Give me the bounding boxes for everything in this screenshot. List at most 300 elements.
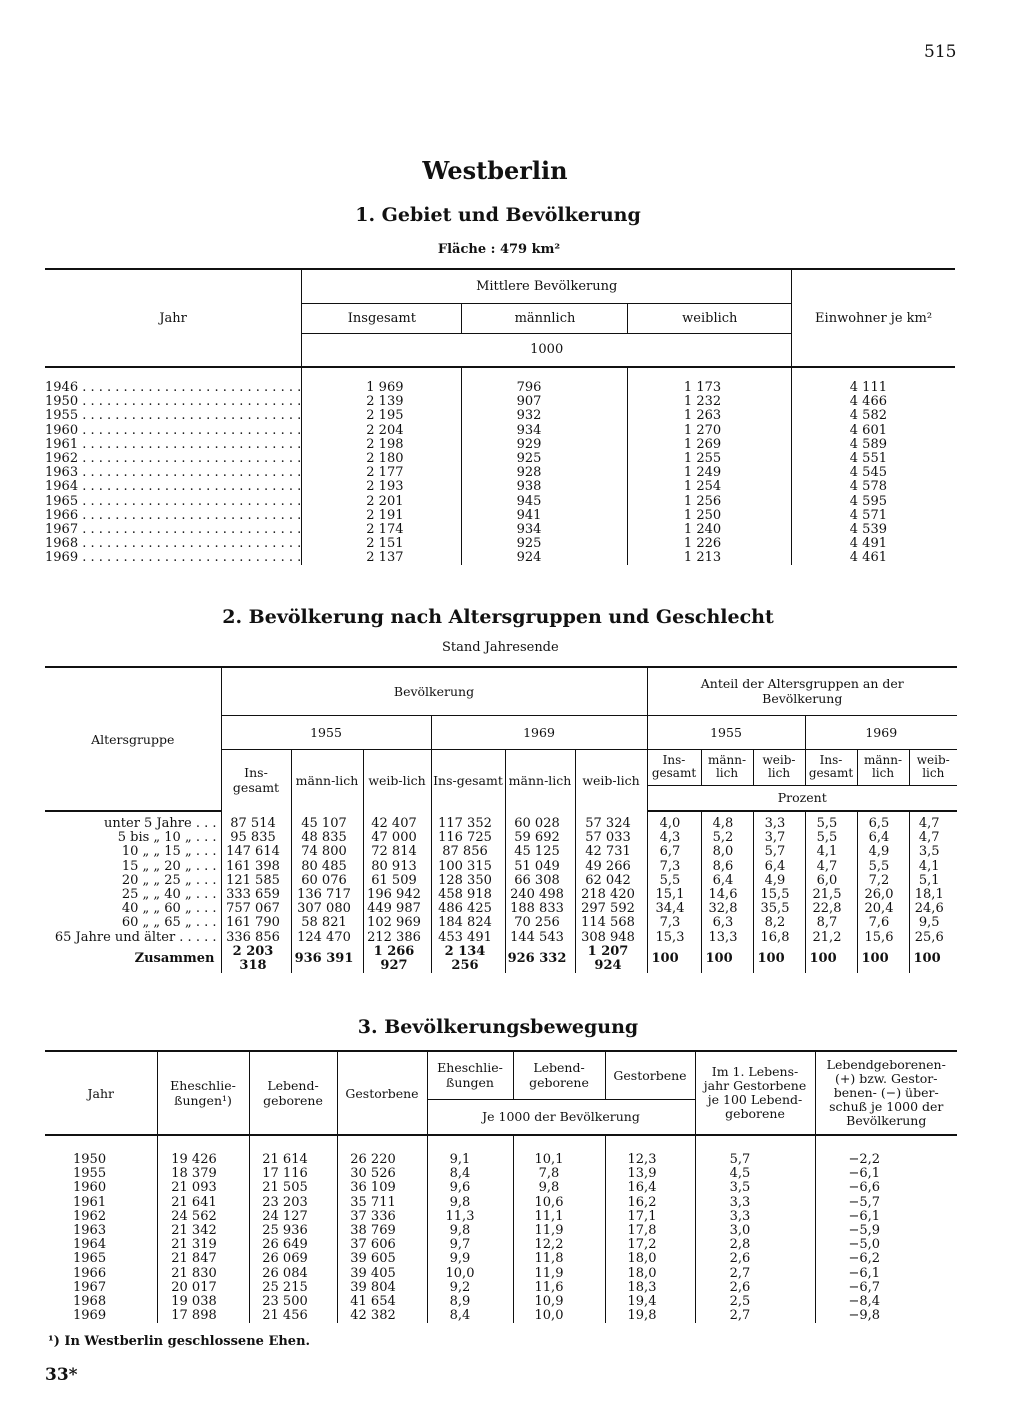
value-cell: 17,1 (605, 1210, 695, 1224)
value-cell: 87 856 (431, 845, 505, 859)
maennlich-cell: 938 (462, 480, 628, 494)
table-row (45, 902, 957, 916)
insgesamt-cell: 2 193 (302, 480, 462, 494)
value-cell: 161 398 (221, 860, 291, 874)
header-gest: Gestorbene (337, 1051, 427, 1135)
table-row (45, 381, 955, 395)
dichte-cell: 4 595 (792, 495, 955, 509)
value-cell: 19 038 (157, 1295, 249, 1309)
value-cell: 62 042 (575, 874, 647, 888)
header-1969-pct: 1969 (805, 715, 957, 749)
header-gest2: Gestorbene (605, 1051, 695, 1099)
value-cell: 4,3 (647, 831, 701, 845)
value-cell: −5,7 (815, 1196, 957, 1210)
value-cell: 8,7 (805, 916, 857, 930)
weiblich-cell: 1 249 (628, 466, 792, 480)
table-row (45, 817, 957, 831)
value-cell: 3,3 (753, 817, 805, 831)
header-maennlich: männlich (462, 303, 628, 333)
header-jahr3: Jahr (45, 1051, 157, 1135)
value-cell: 218 420 (575, 888, 647, 902)
value-cell: 757 067 (221, 902, 291, 916)
table-row (45, 845, 957, 859)
subheader-ins-6: Ins-gesamt (647, 749, 701, 785)
value-cell: 10,6 (513, 1196, 605, 1210)
subheader-m-7: männ-lich (701, 749, 753, 785)
value-cell: 26 084 (249, 1267, 337, 1281)
value-cell: 9,8 (427, 1196, 513, 1210)
value-cell: 240 498 (505, 888, 575, 902)
value-cell: 16,4 (605, 1181, 695, 1195)
value-cell: 60 076 (291, 874, 363, 888)
value-cell: 6,4 (701, 874, 753, 888)
dichte-cell: 4 491 (792, 537, 955, 551)
total-label-cell: Zusammen (134, 950, 215, 966)
value-cell: 9,8 (513, 1181, 605, 1195)
year-cell: 1967 (73, 1279, 107, 1295)
total-value-cell: 100 (647, 945, 701, 973)
maennlich-cell: 925 (462, 537, 628, 551)
value-cell: 66 308 (505, 874, 575, 888)
value-cell: 18 379 (157, 1167, 249, 1181)
insgesamt-cell: 2 204 (302, 424, 462, 438)
table-row (45, 1252, 957, 1266)
value-cell: 333 659 (221, 888, 291, 902)
value-cell: 60 028 (505, 817, 575, 831)
value-cell: 24,6 (909, 902, 957, 916)
header-dichte: Einwohner je km² (792, 269, 955, 367)
value-cell: 212 386 (363, 931, 431, 945)
value-cell: 12,2 (513, 1238, 605, 1252)
value-cell: 5,5 (857, 860, 909, 874)
insgesamt-cell: 2 139 (302, 395, 462, 409)
header-1955-abs: 1955 (221, 715, 431, 749)
subheader-w-11: weib-lich (909, 749, 957, 785)
value-cell: 11,9 (513, 1267, 605, 1281)
maennlich-cell: 907 (462, 395, 628, 409)
header-eheschl2: Eheschlie-ßungen (427, 1051, 513, 1099)
value-cell: 9,5 (909, 916, 957, 930)
value-cell: 18,0 (605, 1252, 695, 1266)
header-altersgruppe: Altersgruppe (45, 667, 221, 811)
table-row (45, 537, 955, 551)
maennlich-cell: 929 (462, 438, 628, 452)
value-cell: 17 116 (249, 1167, 337, 1181)
value-cell: 42 382 (337, 1309, 427, 1323)
weiblich-cell: 1 270 (628, 424, 792, 438)
value-cell: 184 824 (431, 916, 505, 930)
value-cell: 25 215 (249, 1281, 337, 1295)
table-age-groups (45, 666, 957, 973)
year-cell: 1963 . . . . . . . . . . . . . . . . . . . . . . . . . . . (45, 466, 302, 481)
subheader-w-8: weib-lich (753, 749, 805, 785)
value-cell: 6,4 (857, 831, 909, 845)
value-cell: 9,6 (427, 1181, 513, 1195)
value-cell: 6,3 (701, 916, 753, 930)
value-cell: 34,4 (647, 902, 701, 916)
value-cell: 188 833 (505, 902, 575, 916)
header-insgesamt: Insgesamt (302, 303, 462, 333)
maennlich-cell: 932 (462, 409, 628, 423)
value-cell: 161 790 (221, 916, 291, 930)
value-cell: 10,1 (513, 1153, 605, 1167)
insgesamt-cell: 2 177 (302, 466, 462, 480)
value-cell: 7,6 (857, 916, 909, 930)
value-cell: 7,3 (647, 860, 701, 874)
value-cell: 6,7 (647, 845, 701, 859)
value-cell: 36 109 (337, 1181, 427, 1195)
value-cell: 19 426 (157, 1153, 249, 1167)
value-cell: −6,1 (815, 1210, 957, 1224)
value-cell: 11,1 (513, 1210, 605, 1224)
weiblich-cell: 1 240 (628, 523, 792, 537)
value-cell: 7,3 (647, 916, 701, 930)
weiblich-cell: 1 263 (628, 409, 792, 423)
value-cell: 24 127 (249, 1210, 337, 1224)
year-cell: 1964 (73, 1237, 107, 1253)
year-cell: 1968 . . . . . . . . . . . . . . . . . . . . . . . . . . . (45, 537, 302, 552)
value-cell: 8,9 (427, 1295, 513, 1309)
table-row (45, 438, 955, 452)
year-cell: 1961 (73, 1194, 107, 1210)
value-cell: 15,6 (857, 931, 909, 945)
section2-subheading: Stand Jahresende (442, 640, 559, 655)
value-cell: 14,6 (701, 888, 753, 902)
value-cell: 18,0 (605, 1267, 695, 1281)
value-cell: 39 605 (337, 1252, 427, 1266)
year-cell: 1969 . . . . . . . . . . . . . . . . . . . . . . . . . . . (45, 551, 302, 566)
value-cell: 3,3 (695, 1196, 815, 1210)
value-cell: 37 606 (337, 1238, 427, 1252)
value-cell: −9,8 (815, 1309, 957, 1323)
value-cell: 116 725 (431, 831, 505, 845)
table-area-population (45, 268, 955, 565)
value-cell: 21 830 (157, 1267, 249, 1281)
subheader-ins-0: Ins-gesamt (221, 749, 291, 811)
value-cell: 102 969 (363, 916, 431, 930)
weiblich-cell: 1 213 (628, 551, 792, 565)
insgesamt-cell: 2 198 (302, 438, 462, 452)
value-cell: 3,0 (695, 1224, 815, 1238)
weiblich-cell: 1 269 (628, 438, 792, 452)
value-cell: 61 509 (363, 874, 431, 888)
table-row (45, 1181, 957, 1195)
value-cell: 25,6 (909, 931, 957, 945)
dichte-cell: 4 111 (792, 381, 955, 395)
year-cell: 1955 . . . . . . . . . . . . . . . . . . . . . . . . . . . (45, 409, 302, 424)
value-cell: 453 491 (431, 931, 505, 945)
age-label-cell: 60 „ „ 65 „ . . . (121, 915, 217, 931)
table-row (45, 424, 955, 438)
dichte-cell: 4 589 (792, 438, 955, 452)
value-cell: 24 562 (157, 1210, 249, 1224)
maennlich-cell: 945 (462, 495, 628, 509)
value-cell: 21,5 (805, 888, 857, 902)
value-cell: 3,5 (695, 1181, 815, 1195)
maennlich-cell: 934 (462, 523, 628, 537)
page-title: Westberlin (422, 156, 568, 185)
value-cell: 47 000 (363, 831, 431, 845)
value-cell: 10,0 (427, 1267, 513, 1281)
total-row (45, 945, 957, 973)
value-cell: 17,2 (605, 1238, 695, 1252)
total-value-cell: 100 (701, 945, 753, 973)
total-value-cell: 2 134 256 (431, 945, 505, 973)
subheader-m-1: männ-lich (291, 749, 363, 811)
value-cell: 11,6 (513, 1281, 605, 1295)
value-cell: −6,1 (815, 1267, 957, 1281)
value-cell: 21 641 (157, 1196, 249, 1210)
value-cell: 21 319 (157, 1238, 249, 1252)
age-label-cell: 15 „ „ 20 „ . . . (121, 858, 217, 874)
value-cell: 11,9 (513, 1224, 605, 1238)
maennlich-cell: 934 (462, 424, 628, 438)
table-row (45, 1309, 957, 1323)
value-cell: 17 898 (157, 1309, 249, 1323)
value-cell: 5,7 (753, 845, 805, 859)
subheader-ins-9: Ins-gesamt (805, 749, 857, 785)
value-cell: 74 800 (291, 845, 363, 859)
insgesamt-cell: 2 151 (302, 537, 462, 551)
value-cell: 21 505 (249, 1181, 337, 1195)
value-cell: 4,1 (909, 860, 957, 874)
value-cell: 4,7 (909, 831, 957, 845)
value-cell: 2,7 (695, 1267, 815, 1281)
value-cell: 6,5 (857, 817, 909, 831)
value-cell: 80 913 (363, 860, 431, 874)
value-cell: 21 456 (249, 1309, 337, 1323)
value-cell: 9,2 (427, 1281, 513, 1295)
value-cell: 307 080 (291, 902, 363, 916)
value-cell: 9,7 (427, 1238, 513, 1252)
header-eheschl: Eheschlie-ßungen¹) (157, 1051, 249, 1135)
insgesamt-cell: 2 180 (302, 452, 462, 466)
subheader-w-5: weib-lich (575, 749, 647, 811)
value-cell: 20 017 (157, 1281, 249, 1295)
value-cell: 17,8 (605, 1224, 695, 1238)
value-cell: 57 324 (575, 817, 647, 831)
value-cell: 49 266 (575, 860, 647, 874)
table-row (45, 1167, 957, 1181)
value-cell: 39 405 (337, 1267, 427, 1281)
value-cell: 13,3 (701, 931, 753, 945)
insgesamt-cell: 2 174 (302, 523, 462, 537)
weiblich-cell: 1 232 (628, 395, 792, 409)
value-cell: 8,4 (427, 1167, 513, 1181)
table-row (45, 523, 955, 537)
value-cell: 26 649 (249, 1238, 337, 1252)
value-cell: 35 711 (337, 1196, 427, 1210)
value-cell: 308 948 (575, 931, 647, 945)
year-cell: 1964 . . . . . . . . . . . . . . . . . . . . . . . . . . . (45, 480, 302, 495)
header-ueberschuss: Lebendgeborenen-(+) bzw. Gestor-benen- (−) über-schuß je 1000 der Bevölkerung (815, 1051, 957, 1135)
table-row (45, 395, 955, 409)
weiblich-cell: 1 254 (628, 480, 792, 494)
value-cell: 21 614 (249, 1153, 337, 1167)
value-cell: 26,0 (857, 888, 909, 902)
table-row (45, 1295, 957, 1309)
value-cell: 486 425 (431, 902, 505, 916)
value-cell: 21 847 (157, 1252, 249, 1266)
value-cell: 11,3 (427, 1210, 513, 1224)
value-cell: 21 093 (157, 1181, 249, 1195)
value-cell: −8,4 (815, 1295, 957, 1309)
value-cell: 117 352 (431, 817, 505, 831)
weiblich-cell: 1 226 (628, 537, 792, 551)
value-cell: 8,2 (753, 916, 805, 930)
value-cell: 25 936 (249, 1224, 337, 1238)
value-cell: 2,7 (695, 1309, 815, 1323)
year-cell: 1962 . . . . . . . . . . . . . . . . . . . . . . . . . . . (45, 451, 302, 467)
value-cell: 51 049 (505, 860, 575, 874)
dichte-cell: 4 578 (792, 480, 955, 494)
value-cell: 5,7 (695, 1153, 815, 1167)
value-cell: 30 526 (337, 1167, 427, 1181)
subheader-w-2: weib-lich (363, 749, 431, 811)
value-cell: 4,7 (805, 860, 857, 874)
value-cell: 38 769 (337, 1224, 427, 1238)
total-value-cell: 926 332 (505, 945, 575, 973)
total-value-cell: 1 207 924 (575, 945, 647, 973)
value-cell: 2,6 (695, 1252, 815, 1266)
value-cell: 41 654 (337, 1295, 427, 1309)
dichte-cell: 4 545 (792, 466, 955, 480)
value-cell: 95 835 (221, 831, 291, 845)
subheader-m-10: männ-lich (857, 749, 909, 785)
maennlich-cell: 925 (462, 452, 628, 466)
table-row (45, 1153, 957, 1167)
insgesamt-cell: 2 201 (302, 495, 462, 509)
value-cell: 3,5 (909, 845, 957, 859)
dichte-cell: 4 582 (792, 409, 955, 423)
value-cell: 458 918 (431, 888, 505, 902)
table-row (45, 509, 955, 523)
table-row (45, 495, 955, 509)
age-label-cell: 40 „ „ 60 „ . . . (121, 901, 217, 917)
year-cell: 1960 (73, 1180, 107, 1196)
value-cell: 336 856 (221, 931, 291, 945)
value-cell: 21,2 (805, 931, 857, 945)
table-row (45, 1267, 957, 1281)
value-cell: 8,6 (701, 860, 753, 874)
table-row (45, 1238, 957, 1252)
value-cell: 3,3 (695, 1210, 815, 1224)
signature-mark: 33* (45, 1365, 78, 1385)
value-cell: 19,8 (605, 1309, 695, 1323)
insgesamt-cell: 2 195 (302, 409, 462, 423)
value-cell: 18,1 (909, 888, 957, 902)
value-cell: 449 987 (363, 902, 431, 916)
age-label-cell: 20 „ „ 25 „ . . . (121, 872, 217, 888)
value-cell: 45 107 (291, 817, 363, 831)
value-cell: 5,5 (647, 874, 701, 888)
value-cell: 15,1 (647, 888, 701, 902)
table-row (45, 1196, 957, 1210)
section3-heading: 3. Bevölkerungsbewegung (357, 1016, 639, 1038)
value-cell: 4,8 (701, 817, 753, 831)
age-label-cell: unter 5 Jahre . . . (104, 816, 217, 832)
age-label-cell: 5 bis „ 10 „ . . . (117, 830, 217, 846)
value-cell: −5,9 (815, 1224, 957, 1238)
header-jahr: Jahr (45, 269, 302, 367)
value-cell: 15,5 (753, 888, 805, 902)
header-weiblich: weiblich (628, 303, 792, 333)
value-cell: 10,9 (513, 1295, 605, 1309)
value-cell: 72 814 (363, 845, 431, 859)
value-cell: 87 514 (221, 817, 291, 831)
total-value-cell: 100 (909, 945, 957, 973)
value-cell: 58 821 (291, 916, 363, 930)
value-cell: 39 804 (337, 1281, 427, 1295)
year-cell: 1965 (73, 1251, 107, 1267)
year-cell: 1950 . . . . . . . . . . . . . . . . . . . . . . . . . . . (45, 395, 302, 410)
value-cell: 5,5 (805, 831, 857, 845)
value-cell: 11,8 (513, 1252, 605, 1266)
table-row (45, 916, 957, 930)
value-cell: 7,2 (857, 874, 909, 888)
year-cell: 1965 . . . . . . . . . . . . . . . . . . . . . . . . . . . (45, 494, 302, 509)
dichte-cell: 4 601 (792, 424, 955, 438)
area-label: Fläche : 479 km² (437, 242, 561, 257)
table-row (45, 409, 955, 423)
year-cell: 1946 . . . . . . . . . . . . . . . . . . . . . . . . . . . (45, 381, 302, 396)
insgesamt-cell: 1 969 (302, 381, 462, 395)
value-cell: 4,9 (857, 845, 909, 859)
value-cell: 48 835 (291, 831, 363, 845)
value-cell: 9,8 (427, 1224, 513, 1238)
value-cell: 6,0 (805, 874, 857, 888)
weiblich-cell: 1 173 (628, 381, 792, 395)
value-cell: 35,5 (753, 902, 805, 916)
year-cell: 1961 . . . . . . . . . . . . . . . . . . . . . . . . . . . (45, 437, 302, 452)
value-cell: 16,2 (605, 1196, 695, 1210)
value-cell: 21 342 (157, 1224, 249, 1238)
value-cell: 4,0 (647, 817, 701, 831)
value-cell: 37 336 (337, 1210, 427, 1224)
dichte-cell: 4 571 (792, 509, 955, 523)
insgesamt-cell: 2 137 (302, 551, 462, 565)
table-row (45, 452, 955, 466)
table-row (45, 1210, 957, 1224)
section1-heading: 1. Gebiet und Bevölkerung (355, 204, 641, 226)
year-cell: 1950 (73, 1152, 107, 1168)
age-label-cell: 10 „ „ 15 „ . . . (121, 844, 217, 860)
value-cell: −6,6 (815, 1181, 957, 1195)
value-cell: −6,7 (815, 1281, 957, 1295)
value-cell: 2,6 (695, 1281, 815, 1295)
value-cell: 297 592 (575, 902, 647, 916)
table-row (45, 480, 955, 494)
value-cell: 2,5 (695, 1295, 815, 1309)
value-cell: 100 315 (431, 860, 505, 874)
value-cell: 4,1 (805, 845, 857, 859)
value-cell: 23 500 (249, 1295, 337, 1309)
weiblich-cell: 1 256 (628, 495, 792, 509)
value-cell: 128 350 (431, 874, 505, 888)
page-number: 515 (924, 42, 957, 62)
year-cell: 1967 . . . . . . . . . . . . . . . . . . . . . . . . . . . (45, 522, 302, 537)
maennlich-cell: 941 (462, 509, 628, 523)
year-cell: 1969 (73, 1308, 107, 1324)
weiblich-cell: 1 255 (628, 452, 792, 466)
value-cell: 19,4 (605, 1295, 695, 1309)
value-cell: 9,9 (427, 1252, 513, 1266)
total-value-cell: 936 391 (291, 945, 363, 973)
header-prozent: Prozent (647, 785, 957, 811)
table-row (45, 551, 955, 565)
value-cell: 121 585 (221, 874, 291, 888)
value-cell: 13,9 (605, 1167, 695, 1181)
